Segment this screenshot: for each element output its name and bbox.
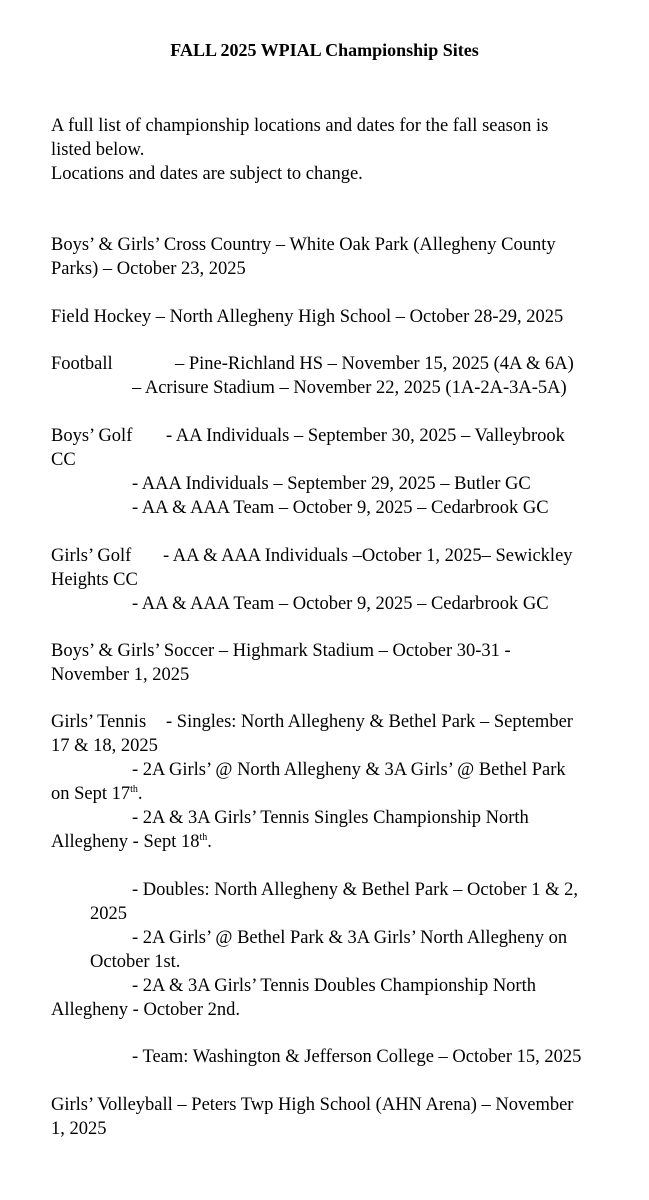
girls-golf-line-1-wrap: Heights CC [51, 570, 138, 590]
boys-golf-label: Boys’ Golf [51, 426, 133, 446]
page-title: FALL 2025 WPIAL Championship Sites [170, 40, 479, 60]
volleyball-line-2: 1, 2025 [51, 1119, 107, 1139]
football-line-2: – Acrisure Stadium – November 22, 2025 (1A-2A-3A-5A) [132, 378, 567, 398]
tennis-singles-sub2: - 2A & 3A Girls’ Tennis Singles Championship North [132, 808, 529, 828]
intro-line-2: listed below. [51, 140, 145, 160]
football-label: Football [51, 354, 113, 374]
soccer-line-1: Boys’ & Girls’ Soccer – Highmark Stadium – October 30-31 - [51, 641, 511, 661]
tennis-singles-line: - Singles: North Allegheny & Bethel Park – September [166, 712, 573, 732]
volleyball-line-1: Girls’ Volleyball – Peters Twp High School (AHN Arena) – November [51, 1095, 574, 1115]
boys-golf-line-3: - AA & AAA Team – October 9, 2025 – Cedarbrook GC [132, 498, 549, 518]
tennis-doubles-sub1: - 2A Girls’ @ Bethel Park & 3A Girls’ North Allegheny on [132, 928, 568, 948]
boys-golf-line-1: - AA Individuals – September 30, 2025 – Valleybrook [166, 426, 565, 446]
girls-golf-line-1: - AA & AAA Individuals –October 1, 2025– Sewickley [163, 546, 573, 566]
tennis-singles-sub2-wrap: Allegheny - Sept 18th. [51, 831, 212, 852]
intro-line-1: A full list of championship locations and dates for the fall season is [51, 116, 549, 136]
tennis-singles-wrap: 17 & 18, 2025 [51, 736, 158, 756]
tennis-singles-sub1: - 2A Girls’ @ North Allegheny & 3A Girls’ @ Bethel Park [132, 760, 566, 780]
boys-golf-line-1-wrap: CC [51, 450, 76, 470]
tennis-doubles-sub2-wrap: Allegheny - October 2nd. [51, 1000, 241, 1020]
tennis-label: Girls’ Tennis [51, 712, 147, 732]
tennis-doubles-sub1-wrap: October 1st. [90, 952, 181, 972]
field-hockey-line: Field Hockey – North Allegheny High School – October 28-29, 2025 [51, 307, 564, 327]
tennis-doubles-sub2: - 2A & 3A Girls’ Tennis Doubles Championship North [132, 976, 536, 996]
football-line-1: – Pine-Richland HS – November 15, 2025 (4A & 6A) [175, 354, 574, 374]
tennis-singles-sub1-wrap: on Sept 17th. [51, 783, 143, 804]
cross-country-line-2: Parks) – October 23, 2025 [51, 259, 246, 279]
boys-golf-line-2: - AAA Individuals – September 29, 2025 – Butler GC [132, 474, 531, 494]
girls-golf-line-2: - AA & AAA Team – October 9, 2025 – Cedarbrook GC [132, 594, 549, 614]
tennis-doubles-wrap: 2025 [90, 904, 127, 924]
intro-line-3: Locations and dates are subject to change. [51, 164, 363, 184]
tennis-doubles-line: - Doubles: North Allegheny & Bethel Park – October 1 & 2, [132, 880, 578, 900]
soccer-line-2: November 1, 2025 [51, 665, 190, 685]
tennis-team-line: - Team: Washington & Jefferson College – October 15, 2025 [132, 1047, 582, 1067]
cross-country-line-1: Boys’ & Girls’ Cross Country – White Oak Park (Allegheny County [51, 235, 556, 255]
girls-golf-label: Girls’ Golf [51, 546, 132, 566]
